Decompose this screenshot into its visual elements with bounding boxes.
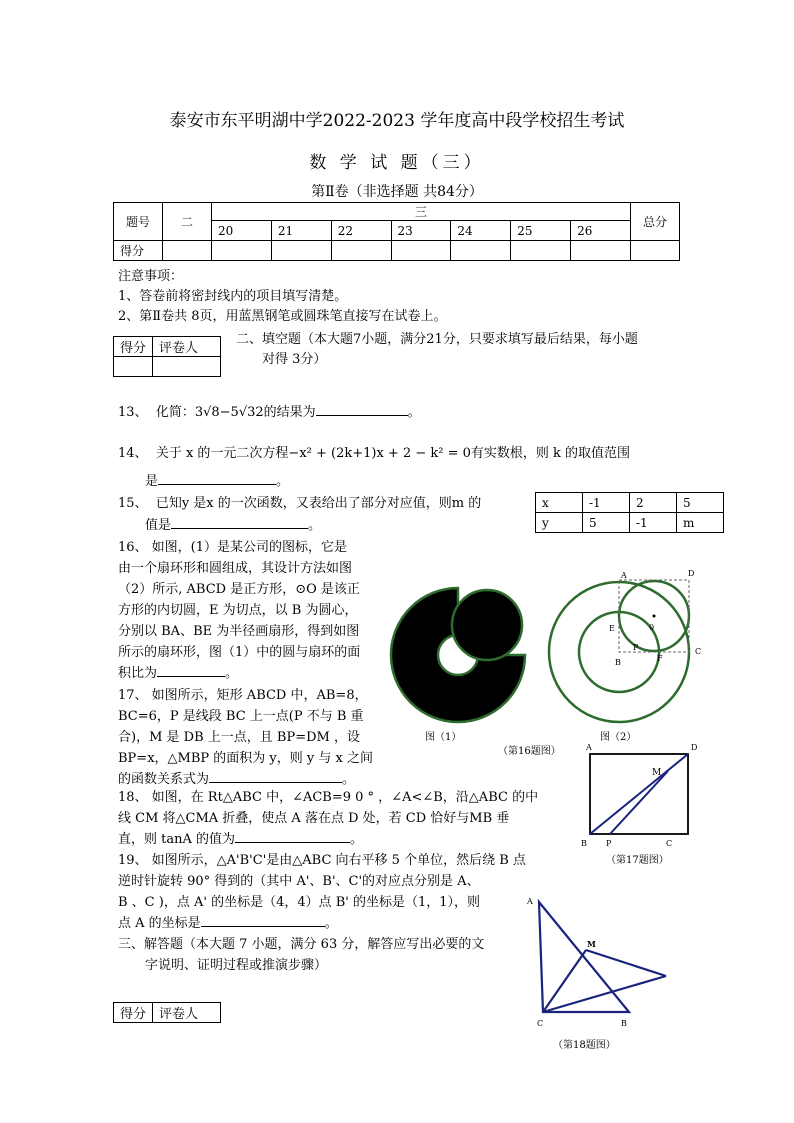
section-heading: 第Ⅱ卷（非选择题 共84分） (311, 184, 483, 200)
num-cell: 22 (331, 221, 391, 241)
segment-md (586, 950, 666, 976)
section2-line1: 二、填空题（本大题7小题，满分21分，只要求填写最后结果，每小题 (236, 332, 638, 347)
q16-line-4: 方形的内切圆，E 为切点，以 B 为圆心， (118, 603, 358, 618)
num-cell: 21 (271, 221, 331, 241)
section3-line1: 三、解答题（本大题 7 小题，满分 63 分，解答应写出必要的文 (118, 937, 485, 952)
notes-item-1: 1、答卷前将密封线内的项目填写清楚。 (118, 289, 348, 304)
center-o (653, 615, 656, 618)
score-table (113, 202, 680, 261)
fig17-diagram (580, 738, 698, 850)
label-c: C (537, 1019, 544, 1028)
fig17-caption: （第17题图） (606, 855, 669, 866)
fig18-diagram (523, 892, 673, 1032)
fig16-2-diagram (545, 568, 705, 726)
logo-circle (452, 590, 522, 660)
score-cell[interactable] (331, 241, 391, 261)
question-14-line2: 是 。 (145, 474, 290, 489)
q14-answer-blank[interactable] (158, 483, 276, 485)
grader-box-1 (113, 336, 221, 377)
q15-value-table: x -1 2 5 y 5 -1 m (535, 492, 724, 533)
q18-answer-blank[interactable] (235, 841, 350, 843)
q16-line-5: 分别以 BA、BE 为半径画扇形，得到如图 (118, 624, 360, 639)
label-b: B (581, 839, 587, 848)
label-p: P (606, 839, 612, 848)
label-f: F (657, 654, 663, 663)
grader-box-2 (113, 1002, 221, 1023)
notes-heading: 注意事项： (118, 269, 184, 284)
segment-pm (610, 771, 668, 834)
fig16-2-caption: 图（2） (600, 732, 637, 743)
notes-item-2: 2、第Ⅱ卷共 8页，用蓝黑钢笔或圆珠笔直接写在试卷上。 (118, 309, 447, 324)
label-m: M (587, 939, 596, 949)
num-cell: 24 (451, 221, 511, 241)
score-cell[interactable] (212, 241, 272, 261)
grader-score-label: 得分 (114, 337, 153, 357)
question-15: 15、 已知y 是x 的一次函数，又表给出了部分对应值，则m 的 (118, 496, 482, 511)
q19-line-4: 点 A 的坐标是 。 (118, 916, 338, 931)
q16-line-2: 由一个扇环形和圆组成，其设计方法如图 (118, 561, 353, 576)
q19-answer-blank[interactable] (201, 925, 325, 927)
num-cell: 25 (511, 221, 571, 241)
total-label: 总分 (631, 203, 680, 241)
part-er: 二 (163, 203, 212, 241)
grader-score-label: 得分 (114, 1003, 153, 1023)
exam-title: 泰安市东平明湖中学2022-2023 学年度高中段学校招生考试 (169, 111, 625, 131)
question-13: 13、 化简：3√8−5√32的结果为 。 (118, 405, 421, 420)
diagonal-bd (590, 754, 688, 834)
fig16-caption: （第16题图） (498, 746, 561, 757)
label-d: D (688, 569, 695, 578)
grader-reviewer-cell[interactable] (153, 357, 221, 377)
q17-answer-blank[interactable] (209, 781, 342, 783)
score-cell[interactable] (271, 241, 331, 261)
q13-answer-blank[interactable] (316, 414, 408, 416)
q16-line-7: 积比为 。 (118, 666, 239, 681)
q16-line-6: 所示的扇环形，图（1）中的圆与扇环的面 (118, 645, 361, 660)
question-14: 14、 关于 x 的一元二次方程−x² + (2k+1)x + 2 − k² = 0有实数根，则 k 的取值范围 (118, 446, 631, 461)
label-c: C (666, 839, 673, 848)
q17-line-2: BC=6，P 是线段 BC 上一点(P 不与 B 重 (118, 709, 364, 724)
q19-line-1: 19、 如图所示，△A'B'C'是由△ABC 向右平移 5 个单位，然后绕 B 点 (118, 853, 526, 868)
label-p: P (633, 643, 639, 652)
tihao-label: 题号 (114, 203, 163, 241)
score-cell[interactable] (631, 241, 680, 261)
q14-expression: −x² + (2k+1)x + 2 − k² = 0 (288, 446, 471, 461)
defen-label: 得分 (114, 241, 163, 261)
grader-reviewer-label: 评卷人 (153, 337, 221, 357)
label-a: A (621, 571, 627, 580)
label-o: 0 (649, 623, 655, 632)
q19-line-3: B 、C )，点 A' 的坐标是（4，4）点 B' 的坐标是（1，1），则 (118, 895, 481, 910)
label-b: B (615, 658, 621, 667)
num-cell: 20 (212, 221, 272, 241)
q17-line-4: BP=x，△MBP 的面积为 y，则 y 与 x 之间 (118, 751, 373, 766)
num-cell: 23 (391, 221, 451, 241)
part-san: 三 (212, 203, 631, 221)
label-d: D (691, 743, 698, 752)
label-b: B (621, 1019, 627, 1028)
score-cell[interactable] (451, 241, 511, 261)
grader-reviewer-label: 评卷人 (153, 1003, 221, 1023)
q15-answer-blank[interactable] (171, 527, 308, 529)
exam-subtitle: 数 学 试 题（三） (309, 153, 485, 173)
score-cell[interactable] (511, 241, 571, 261)
q13-expression: 3√8−5√32 (194, 405, 264, 420)
q18-line-2: 线 CM 将△CMA 折叠，使点 A 落在点 D 处，若 CD 恰好与MB 垂 (118, 811, 510, 826)
section3-line2: 字说明、证明过程或推演步骤） (145, 958, 328, 973)
score-cell[interactable] (163, 241, 212, 261)
label-m: M (652, 768, 662, 778)
q17-line-3: 合)，M 是 DB 上一点，且 BP=DM ，设 (118, 730, 360, 745)
fig16-1-caption: 图（1） (425, 732, 462, 743)
score-cell[interactable] (391, 241, 451, 261)
score-cell[interactable] (571, 241, 631, 261)
q17-line-1: 17、 如图所示，矩形 ABCD 中，AB=8， (118, 688, 368, 703)
q17-line-5: 的函数关系式为 。 (118, 772, 356, 787)
label-a: A (527, 897, 533, 906)
section2-line2: 对得 3分） (262, 352, 327, 367)
label-a: A (586, 743, 592, 752)
label-e: E (609, 624, 615, 633)
median-cm (543, 950, 586, 1012)
label-c: C (695, 647, 702, 656)
fig16-1-logo (385, 575, 530, 725)
triangle-abc (539, 902, 629, 1012)
q18-line-3: 直，则 tanA 的值为 。 (118, 832, 364, 847)
fig18-caption: （第18题图） (553, 1040, 616, 1051)
q16-line-1: 16、 如图，(1）是某公司的图标，它是 (118, 540, 348, 555)
q16-answer-blank[interactable] (157, 675, 225, 677)
q19-line-2: 逆时针旋转 90° 得到的（其中 A'、B'、C'的对应点分别是 A、 (118, 874, 480, 889)
question-15-line2: 值是 。 (145, 518, 322, 533)
num-cell: 26 (571, 221, 631, 241)
grader-score-cell[interactable] (114, 357, 153, 377)
q16-line-3: （2）所示, ABCD 是正方形，⊙O 是该正 (118, 582, 360, 597)
q18-line-1: 18、 如图，在 Rt△ABC 中，∠ACB=9 0 ° ，∠A<∠B，沿△ABC 的中 (118, 790, 539, 805)
